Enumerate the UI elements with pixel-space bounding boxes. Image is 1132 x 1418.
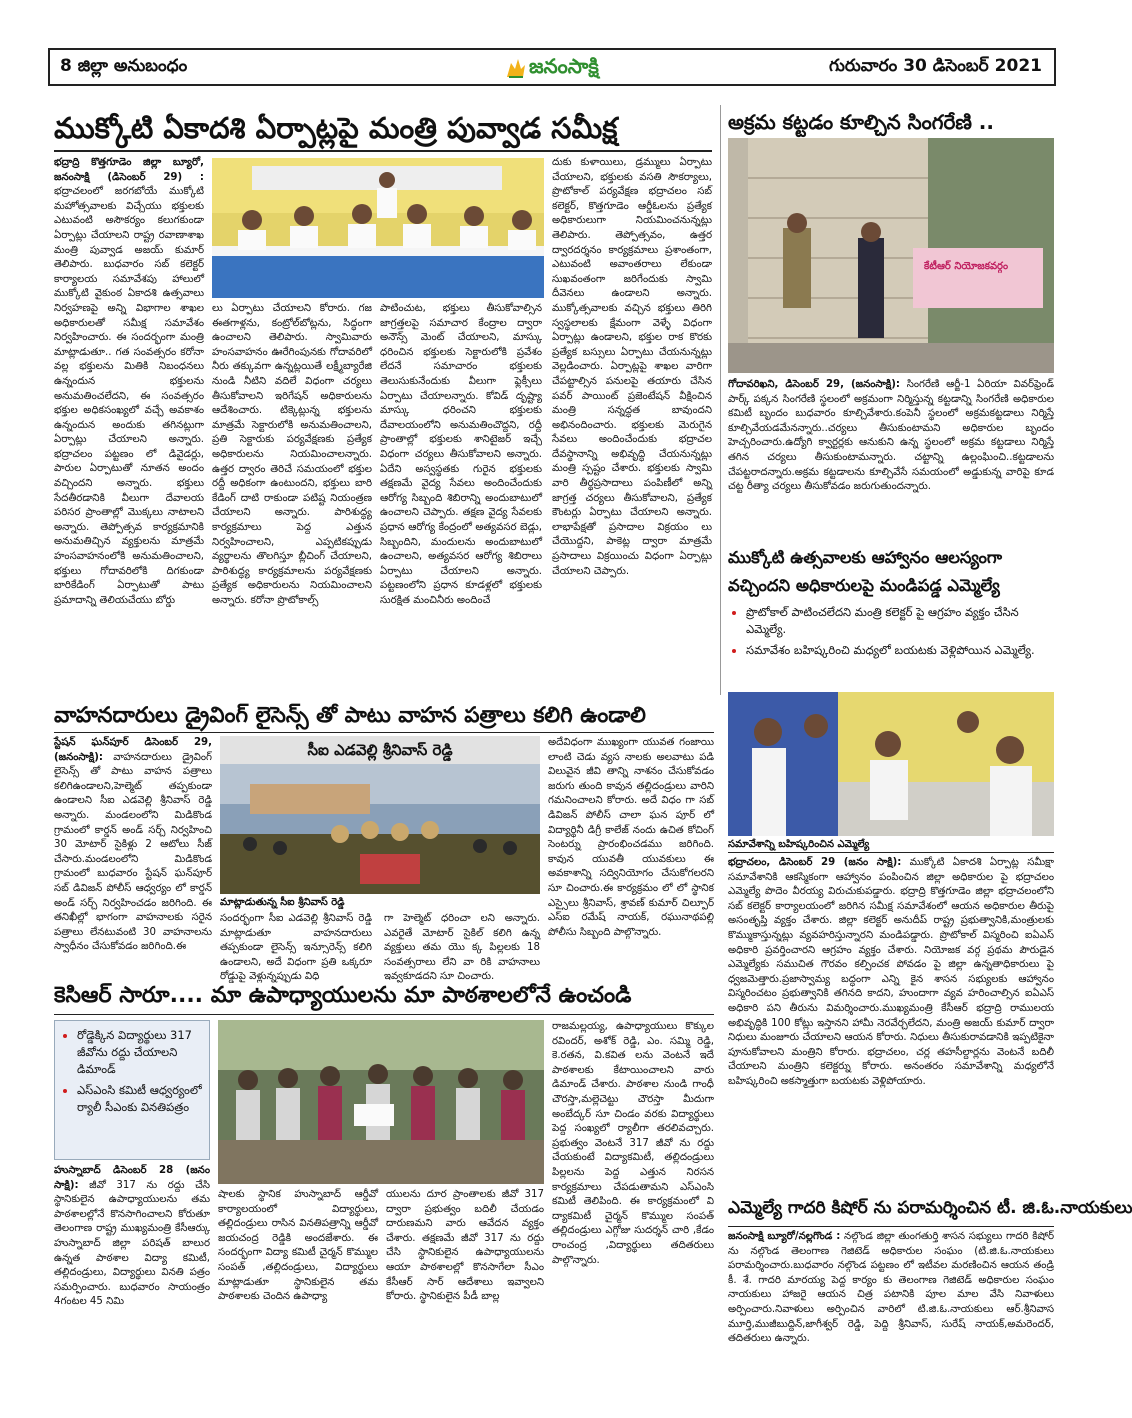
- article3-body: భద్రాచలం, డిసెంబర్ 29 (జనం సాక్షి): ముక్కోటి ఏకాదశి ఏర్పాట్ల సమీక్షా సమావేశానికి ఆకస్మికంగా ఆహ్వానం పంపించిన జిల్లా అధికారుల పై భద్రాచలం ఎమ్మెల్యే పొదెం వీరయ్య విరుచుకుపడ్డారు. భద్రాద్రి కొత్తగూడెం జిల్లా భద్రాచలంలోని సబ్ కలెక్టర్ కార్యాలయంలో జరిగిన సమీక్ష సమావేశంలో ఆయన అధికారుల తీరుపై అసంతృప్తి వ్యక్తం చేశారు. జిల్లా కలెక్టర్ అనుదీప్ రాష్ట్ర ప్రభుత్వానికి,మంత్రులకు కొమ్ముకాస్తున్నట్లు వ్యవహరిస్తున్నారని మండిపడ్డారు. ప్రొటోకాల్ విస్మరించి ఐఏఎస్ అధికారి ప్రవర్తించారని ఆగ్రహం వ్యక్తం చేశారు. నియోజక వర్గ ప్రథమ పౌరుడైన ఎమ్మెల్యేకు సముచిత గౌరవం కల్పించక పోవడం పై జిల్లా ఉన్నతాధికారులు పై ధ్వజమెత్తారు.ప్రజాస్వామ్య బద్ధంగా ఎన్ని కైన శాసన సభ్యులకు ఆహ్వానం విస్మరించటం ప్రభుత్వానికి తగినది కాదని, హుందాగా వ్యవ హరించాల్సిన ఐఏఎస్ అధికారి పని తీరును విమర్శించారు.ముఖ్యమంత్రి కేసీఆర్ భద్రాద్రి రాములయ అభివృద్ధికి 100 కోట్లు ఇస్తానని హామీ నెరవేర్చలేదని, మంత్రి అజయ్ కుమార్ ద్వారా నిధులు మంజూరు చేయాలని ఆయన కోరారు. నిధులు తీసుకురావడానికి ఇప్పటికైనా పూనుకోవాలని మంత్రిని కోరారు. భద్రాచలం, చర్ల తహసీల్దార్లను వెంటనే బదిలీ చేయాలని మంత్రిని కలెక్టర్ను కోరారు. అనంతరం సమావేశాన్ని మధ్యలోనే బహిష్కరించి అకస్మాత్తుగా బయటకు వెళ్లిపోయారు.: [728, 857, 1054, 1087]
- article3-bullets: [728, 604, 1054, 663]
- article5-col3: యులను దూర ప్రాంతాలకు జీవో 317 ద్వారా ప్రభుత్వం బదిలీ చేయడం దారుణమని వారు ఆవేదన వ్యక్తం చేశారు. తక్షణమే జీవో 317 ను రద్దు చేసి స్థానికులైన ఉపాధ్యాయులను ఆయా పాఠశాలల్లో కొనసాగేలా సీఎం కేసీఆర్ సార్ ఆదేశాలు ఇవ్వాలని కోరారు. స్థానికులైన పీడీ బాల్ల: [386, 1189, 544, 1303]
- article4-col2: సందర్భంగా సీఐ ఎడవెల్లి శ్రీనివాస్ రెడ్డి మాట్లాడుతూ వాహనదారులు తప్పకుండా లైసెన్స్ ఇన్సూరెన్స్ కలిగి ఉండాలని, అదే విధంగా ప్రతి ఒక్కరూ రోడ్డుపై వెళ్లున్నప్పుడు విధి: [220, 913, 372, 983]
- article1-title: ముక్కోటి ఏకాదశి ఏర్పాట్లపై మంత్రి పువ్వాడ సమీక్ష: [54, 111, 618, 145]
- caption-rule: [728, 852, 1054, 853]
- article5-bullet-box: [54, 1020, 210, 1160]
- article3-photo-caption: సమావేశాన్ని బహిష్కరించిన ఎమ్మెల్యే: [728, 839, 870, 850]
- article2-photo: [728, 138, 1054, 373]
- article4-col4: అదేవిధంగా ముఖ్యంగా యువత గంజాయి లాంటి చెడు వ్యస నాలకు అలవాటు పడి విలువైన జీవి తాన్ని నాశనం చేసుకోవడం జరుగు తుంది కావున తల్లిదండ్రులు వారిని గమనించాలని కోరారు. అదే విధం గా సబ్ డివిజన్ పోలీస్ చాలా ఘన పూర్ లో విద్యార్థినీ డిగ్రీ కాలేజ్ నందు ఉచిత కోచింగ్ సెంటర్ను ప్రారంభించడము జరిగింది. కావున యువతీ యువకులు ఈ అవకాశాన్ని సద్వినియోగం చేసుకోగలరని సూ చించారు.ఈ కార్యక్రమం లో లో స్థానిక ఎస్సైలు శ్రీనివాస్, శ్రావణ్ కుమార్ చిల్పూర్ ఎస్ఐ రమేష్ నాయక్, రఘునాథపల్లి పోలీసు సిబ్బంది పాల్గొన్నారు.: [548, 737, 714, 938]
- students-rally-photo-icon: [218, 1020, 544, 1184]
- article1-col2: లు ఏర్పాటు చేయాలని కోరారు. గజ ఈతగాళ్లను, కంట్రోల్‌బోట్లను, సిద్ధంగా ఉంచాలని తెలిపారు. స్వామివారు హంసవాహనం ఊరేగింపునకు గోదావరిలో నీరు తక్కువగా ఉన్నట్లయితే లక్ష్మీబ్యారేజి నుండి నీటిని వదిలే విధంగా చర్యలు తీసుకోవాలని ఇరిగేషన్ అధికారులను ఆదేశించారు. టిక్కెట్లున్న భక్తులను మాత్రమే సెక్టారులోకి అనుమతించాలని, ప్రతి సెక్టారుకు పర్యవేక్షణకు ప్రత్యేక అధికారులను నియమించాలన్నారు. ఉత్తర ద్వారం తెరిచే సమయంలో భక్తుల రద్దీ అధికంగా ఉంటుందని, భక్తులు బారి కేడింగ్ దాటి రాకుండా పటిష్ట నియంత్రణ చేయాలని అన్నారు. పారిశుద్ధ్య కార్యక్రమాలు పెద్ద ఎత్తున నిర్వహించాలని, ఎప్పటికప్పుడు వ్యర్థాలను తొలగిస్తూ బ్లీచింగ్ చేయాలని, పారిశుద్ధ్య కార్యక్రమాలను పర్యవేక్షణకు ప్రత్యేక అధికారులను నియమించాలని అన్నారు. కరోనా ప్రొటోకాల్స్: [212, 303, 372, 606]
- article3-title-line1: ముక్కోటి ఉత్సవాలకు ఆహ్వానం ఆలస్యంగా: [728, 548, 1003, 567]
- article3-photo: [728, 692, 1054, 836]
- article6-title: ఎమ్మెల్యే గాదరి కిషోర్ ను పరామర్శించిన టీ. జి.ఓ.నాయకులు: [728, 1198, 1132, 1218]
- article6-rule: [728, 1226, 1054, 1227]
- article1-dateline: భద్రాద్రి కొత్తగూడెం జిల్లా బ్యూరో, జనంసాక్షి (డిసెంబర్ 29) :: [54, 157, 204, 183]
- article6-dateline: జనంసాక్షి బ్యూరో/నల్లగొండ :: [728, 1231, 841, 1242]
- column-divider: [720, 105, 721, 695]
- article5-title: కెసిఆర్ సారూ.... మా ఉపాధ్యాయులను మా పాఠశాలలోనే ఉంచండి: [54, 983, 632, 1008]
- page-number-section: 8 జిల్లా అనుబంధం: [60, 56, 188, 76]
- page-header: [48, 48, 1056, 86]
- article5-rule: [54, 1014, 714, 1015]
- article3-dateline: భద్రాచలం, డిసెంబర్ 29 (జనం సాక్షి):: [728, 857, 902, 868]
- article5-col4: రాజమల్లయ్య, ఉపాధ్యాయులు కొక్కుల రవిందర్, అశోక్ రెడ్డి, ఎం. సమ్మి రెడ్డి, కె.రతన, వి.కవిత లను వెంటనే ఇదే పాఠశాలకు కేటాయించాలని వారు డిమాండ్ చేశారు. పాఠశాల నుండి గాంధీ చౌరస్తా,మల్లెచెట్టు చౌరస్తా మీదుగా అంబేద్కర్ సూ చిండం వరకు విద్యార్థులు పెద్ద సంఖ్యలో ర్యాలీగా తరలివచ్చారు. ప్రభుత్వం వెంటనే 317 జీవో ను రద్దు చేయకుంటే విద్యాకమిటీ, తల్లిదండ్రులు పిల్లలను పెద్ద ఎత్తున నిరసన కార్యక్రమాలు చేపడుతామని ఎస్ఎంసి కమిటీ తెలిపింది. ఈ కార్యక్రమంలో వి ద్యాకమిటీ చైర్మన్ కొమ్ముల సంపత్ తల్లిదండ్రులు ఎగ్గోజు సుదర్శన్ చారి ,కేడం రాంచంద్ర ,విద్యార్థులు తదితరులు పాల్గొన్నారు.: [552, 1021, 714, 1266]
- article1-col1: భద్రాద్రి కొత్తగూడెం జిల్లా బ్యూరో, జనంసాక్షి (డిసెంబర్ 29) : భద్రాచలంలో జరగబోయే ముక్కోటి మహోత్సవాలకు విచ్చేయు భక్తులకు ఎటువంటి అసౌకర్యం కలుగకుండా ఏర్పాట్లు చేయాలని రాష్ట్ర రవాణాశాఖ మంత్రి పువ్వాడ అజయ్ కుమార్ తెలిపారు. బుధవారం సబ్ కలెక్టర్ కార్యాలయ సమావేశపు హాలులో ముక్కోటి వైకుంఠ ఏకాదశి ఉత్సవాలు నిర్వహణపై అన్ని విభాగాల శాఖల అధికారులతో సమీక్ష సమావేశం నిర్వహించారు. ఈ సందర్భంగా మంత్రి మాట్లాడుతూ.. గత సంవత్సరం కరోనా వల్ల భక్తులను మితికి నిబంధనలు ఉన్నందున భక్తులను అనుమతించలేదని, ఈ సంవత్సరం భక్తుల అధికసంఖ్యలో వచ్చే అవకాశం ఉన్నందున అందుకు తగినట్లుగా ఏర్పాట్లు చేయాలని అన్నారు. భద్రాచలం పట్టణం లో డివైడర్లు, పారుల ఏర్పాటుతో నూతన అందం వచ్చిందని అన్నారు. భక్తులు సేదతీరడానికి వీలుగా దేవాలయ పరిసర ప్రాంతాల్లో మొక్కలు నాటాలని అన్నారు. తెప్పోత్సవ కార్యక్రమానికి అనుమతిచ్చిన వ్యక్తులను మాత్రమే హంసవాహనంలోకి అనుమతించాలని, భక్తులు గోదావరిలోకి దిగకుండా బారికేడింగ్ ఏర్పాటుతో పాటు ప్రమాదాన్ని తెలియచేయు బోర్డు: [54, 157, 204, 606]
- banner-sign-text: కేటీఆర్ నియోజకవర్గం: [924, 261, 1009, 272]
- article1-col4: దుకు కుళాయిలు, డ్రమ్ములు ఏర్పాటు చేయాలని, భక్తులకు వసతి సౌకర్యాలు, ప్రొటోకాల్ పర్యవేక్షణ భద్రాచలం సబ్ కలెక్టర్, కొత్తగూడెం ఆర్డీఓలను ప్రత్యేక అధికారులుగా నియమించనున్నట్లు తెలిపారు. తెప్పోత్సవం, ఉత్తర ద్వారదర్శనం కార్యక్రమాలు ప్రశాంతంగా, ఎటువంటి అవాంతరాలు లేకుండా సుఖవంతంగా జరిగేందుకు స్వామి దీవెనలు ఉండాలని అన్నారు. ముక్కోత్సవాలకు వచ్చిన భక్తులు తిరిగి స్వస్థలాలకు క్షేమంగా వెళ్ళే విధంగా ఏర్పాట్లు ఉండాలని, భక్తుల రాక కొరకు ప్రత్యేక బస్సులు ఏర్పాటు చేయనున్నట్లు వెల్లడించారు. ఏర్పాట్లపై శాఖల వారిగా చేపట్టాల్సిన పనులపై తయారు చేసిన పవర్ పాయింట్ ప్రజెంటేషన్ వీక్షించిన మంత్రి సన్నద్ధత బావుందని అభినందించారు. భక్తులకు మెరుగైన సేవలు అందించేందుకు భద్రాచల దేవస్థానాన్ని అభివృద్ధి చేయనున్నట్లు మంత్రి స్పష్టం చేశారు. భక్తులకు స్వామి వారి తీర్థప్రసాదాలు పంపిణీలో అన్ని జాగ్రత్త చర్యలు తీసుకోవాలని, ప్రత్యేక కౌంటర్లు ఏర్పాటు చేయాలని అన్నారు. లాభాపేక్షతో ప్రసాదాల విక్రయం లు చేయొద్దని, పాకెట్ల ద్వారా మాత్రమే ప్రసాదాలు విక్రయించు విధంగా ఏర్పాట్లు చేయాలని చెప్పారు.: [552, 157, 712, 577]
- article6-body: జనంసాక్షి బ్యూరో/నల్లగొండ : నల్గొండ జిల్లా తుంగతుర్తి శాసన సభ్యులు గాదరి కిషోర్ ను నల్గొండ తెలంగాణ గెజిటెడ్ అధికారుల సంఘం (టి.జి.ఓ.నాయకులు పరామర్శించారు.బుధవారం నల్గొండ పట్టణం లో ఇటీవల మరణించిన ఆయన తండ్రి కీ. శే. గాదరి మారయ్య పెద్ద కార్యం కు తెలంగాణ గెజిటెడ్ అధికారుల సంఘం నాయకులు హాజరై ఆయన చిత్ర పటానికి పూల మాల వేసి నివాళులు అర్పించారు.నివాళులు అర్పించిన వారిలో టి.జి.ఓ.నాయకులు ఆర్.శ్రీనివాస మూర్తి,ముజీబుద్దిన్,జాగీశ్వర్ రెడ్డి, పెద్ది శ్రీనివాస్, సురేష్ నాయక్,అమరెందర్, తదితరులు ఉన్నారు.: [728, 1231, 1054, 1345]
- logo-text: జనంసాక్షి: [529, 54, 599, 78]
- article5-photo: [218, 1020, 544, 1184]
- article4-dateline: స్టేషన్ ఘన్‌పూర్ డిసెంబర్ 29, (జనంసాక్షి):: [54, 737, 212, 763]
- police-crowd-photo-icon: [220, 764, 540, 894]
- article1-photo: [212, 158, 544, 298]
- article1-col3: పాటించుట, భక్తులు తీసుకోవాల్సిన జాగ్రత్తలపై సమాచార కేంద్రాల ద్వారా అనౌన్స్ మెంట్ చేయాలని, మాస్కు ధరించిన భక్తులకు సెక్టారులోకి ప్రవేశం లేదనే సమాచారం భక్తులకు తెలుసుకునేందుకు వీలుగా ఫ్లెక్సీలు ఏర్పాటు చేయాలన్నారు. కోవిడ్ దృష్ట్యా మాస్కు ధరించని భక్తులకు దేవాలయంలోని అనుమతించొద్దని, రద్దీ ప్రాంతాల్లో భక్తులకు శానిటైజర్ ఇచ్చే విధంగా చర్యలు తీసుకోవాలని అన్నారు. ఏదేని అస్వస్థతకు గురైన భక్తులకు తక్షణమే వైద్య సేవలు అందించేందుకు ఆరోగ్య సిబ్బంది శిబిరాన్ని అందుబాటులో ఉంచాలని చెప్పారు. తక్షణ వైద్య సేవలకు ప్రధాన ఆరోగ్య కేంద్రంలో అత్యవసర బెడ్లు, సిబ్బందిని, మందులను అందుబాటులో ఉంచాలని, అత్యవసర ఆరోగ్య శిబిరాలు ఏర్పాటు చేయాలని అన్నారు. పట్టణంలోని ప్రధాన కూడళ్లలో భక్తులకు సురక్షిత మంచినీరు అందించే: [380, 303, 542, 606]
- article2-dateline: గోదావరిఖని, డిసెంబర్ 29, (జనంసాక్షి):: [728, 379, 900, 390]
- article2-title: అక్రమ కట్టడం కూల్చిన సింగరేణి ..: [728, 110, 995, 134]
- article1-rule: [54, 150, 712, 152]
- article3-title-line2: వచ్చిందని అధికారులపై మండిపడ్డ ఎమ్మెల్యే: [728, 576, 1000, 595]
- list-item: • రోడ్డెక్కిన విద్యార్థులు 317 జీవోను రద్దు చేయాలని డిమాండ్: [77, 1027, 205, 1078]
- list-item: • సమావేశం బహిష్కరించి మధ్యలో బయటకు వెళ్లిపోయిన ఎమ్మెల్యే.: [746, 642, 1054, 659]
- article4-photo: [220, 764, 540, 894]
- article4-title: వాహనదారులు డ్రైవింగ్ లైసెన్స్ తో పాటు వాహన పత్రాలు కలిగి ఉండాలి: [54, 703, 646, 728]
- article2-body: గోదావరిఖని, డిసెంబర్ 29, (జనంసాక్షి): సింగరేణి ఆర్జీ-1 ఏరియా వివర్‌ఫ్రెండ్ పార్క్ పక్కన సింగరేణి స్థలంలో అక్రమంగా నిర్మిస్తున్న కట్టడాన్ని సింగరేణి అధికారుల కమిటీ బృందం బుధవారం కూల్చివేశారు.కంపెనీ స్థలంలో అక్రమకట్టడాలు నిర్మిస్తే కూల్చివేయడమేనన్నారు..చర్యలు తీసుకుంటామని అధికారుల బృందం హెచ్చరించారు.ఉద్యోగి క్వార్టర్లకు ఆనుకుని ఉన్న స్థలంలో అక్రమ కట్టడాలు నిర్మిస్తే తగిన చర్యలు తీసుకుంటామన్నారు. చట్టాన్ని ఉల్లంఘించి..కట్టడాలను చేపట్టరాదన్నారు.అక్రమ కట్టడాలను కూల్చివేసే సమయంలో అడ్డుకున్న వారిపై కూడ చట్ట రీత్యా చర్యలు తీసుకోవడం జరుగుతుందన్నారు.: [728, 379, 1054, 493]
- issue-date: గురువారం 30 డిసెంబర్ 2021: [829, 56, 1042, 76]
- list-item: • ఎస్ఎంసి కమిటీ ఆధ్వర్యంలో ర్యాలీ సీఎంకు వినతిపత్రం: [77, 1082, 205, 1116]
- demolition-photo-icon: [728, 138, 1054, 373]
- meeting-photo-icon: [212, 158, 544, 298]
- list-item: • ప్రొటోకాల్ పాటించలేదని మంత్రి కలెక్టర్ పై ఆగ్రహం వ్యక్తం చేసిన ఎమ్మెల్యే.: [746, 604, 1054, 638]
- mla-photo-icon: [728, 692, 1054, 836]
- article4-photo-banner: సీఐ ఎడవెల్లి శ్రీనివాస్ రెడ్డి: [220, 736, 540, 764]
- article5-col1: హుస్నాబాద్ డిసెంబర్ 28 (జనం సాక్షి): జీవో 317 ను రద్దు చేసి స్థానికులైన ఉపాధ్యాయులను తమ పాఠశాలల్లోనే కొనసాగించాలని కోరుతూ తెలంగాణ రాష్ట్ర ముఖ్యమంత్రి కేసీఆర్కు హుస్నాబాద్ జిల్లా పరిషత్ బాలుర ఉన్నత పాఠశాల విద్యా కమిటీ, తల్లిదండ్రులు, విద్యార్థులు వినతి పత్రం సమర్పించారు. బుధవారం సాయంత్రం 4గంటల 45 నిమి: [54, 1165, 210, 1308]
- article4-rule: [54, 732, 714, 733]
- masthead-logo: [505, 52, 625, 82]
- article5-col2: షాలకు స్థానిక హుస్నాబాద్ ఆర్డీవో కార్యాలయంలో విద్యార్థులు, తల్లిదండ్రులు రాసిన వినతిపత్రాన్ని ఆర్డీవో జయచంద్ర రెడ్డికి అందజేశారు. ఈ సందర్భంగా విద్యా కమిటీ చైర్మన్ కొమ్ముల సంపత్ ,తల్లిదండ్రులు, విద్యార్థులు మాట్లాడుతూ స్థానికులైన తమ పాఠశాలకు చెందిన ఉపాధ్యా: [218, 1189, 378, 1303]
- logo-hand-icon: [505, 55, 527, 79]
- article5-dateline: హుస్నాబాద్ డిసెంబర్ 28 (జనం సాక్షి):: [54, 1165, 210, 1191]
- article3-title: [728, 544, 1058, 600]
- article4-col1: స్టేషన్ ఘన్‌పూర్ డిసెంబర్ 29, (జనంసాక్షి): వాహనదారులు డ్రైవింగ్ లైసెన్స్ తో పాటు వాహన పత్రాలు కలిగిఉండాలని,హెల్మెట్ తప్పకుండా ఉండాలని సీఐ ఎడవెల్లి శ్రీనివాస్ రెడ్డి అన్నారు. మండలంలోని మిడికొండ గ్రామంలో కార్డన్ అండ్ సర్చ్ నిర్వహించి 30 మోటార్ సైకిళ్లు 2 ఆటోలు సీజ్ చేసారు.మండలంలోని మిడికొండ గ్రామంలో బుధవారం స్టేషన్ ఘన్‌పూర్ సబ్ డివిజన్ పోలీస్ ఆధ్వర్యం లో కార్డన్ అండ్ సర్చ్ నిర్వహించడం జరిగింది. ఈ తనిఖీల్లో భాగంగా వాహనాలకు సరైన పత్రాలు లేనటువంటి 30 వాహనాలను స్వాధీనం చేసుకోవడం జరిగింది.ఈ: [54, 737, 212, 953]
- article4-photo-caption: మాట్లాడుతున్న సీఐ శ్రీనివాస్ రెడ్డి: [220, 897, 345, 908]
- article4-col3: గా హెల్మెట్ ధరించా లని అన్నారు. ఎవరైతే మోటార్ సైకిల్ కలిగి ఉన్న వ్యక్తులు తమ యొ క్క పిల్లలకు 18 సంవత్సరాలు లేని వా రికి వాహనాలు ఇవ్వకూడదని సూ చించారు.: [384, 913, 540, 983]
